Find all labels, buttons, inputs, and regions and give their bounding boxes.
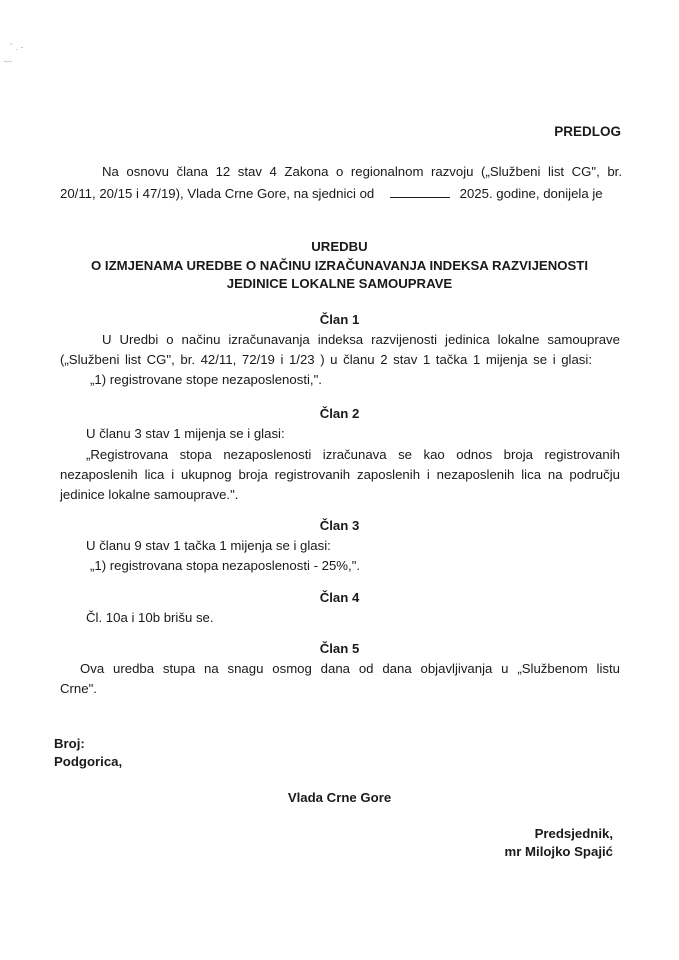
issuer-name: Vlada Crne Gore — [287, 790, 392, 805]
article-2-line-3: nezaposlenih lica i ukupnog broja registrovanih zaposlenih i nezaposlenih lica na području — [60, 467, 620, 482]
article-1-heading: Član 1 — [319, 312, 360, 327]
scan-mark: ‿ — [4, 52, 12, 62]
date-blank — [390, 187, 450, 198]
document-number-label: Broj: — [54, 736, 85, 751]
place-label: Podgorica, — [54, 754, 123, 769]
article-5-line-1: Ova uredba stupa na snagu osmog dana od dana objavljivanja u „Službenom listu — [80, 661, 620, 676]
preamble-line-1: Na osnovu člana 12 stav 4 Zakona o regionalnom razvoju („Službeni list CG", br. — [102, 164, 622, 179]
preamble-line-2 — [60, 186, 603, 201]
signatory-role: Predsjednik, — [534, 826, 613, 841]
article-2-line-4: jedinice lokalne samouprave.". — [60, 487, 239, 502]
article-4-heading: Član 4 — [319, 590, 360, 605]
proposal-stamp: PREDLOG — [554, 124, 621, 139]
article-1-line-2: („Službeni list CG", br. 42/11, 72/19 i 1/23 ) u članu 2 stav 1 tačka 1 mijenja se i glasi: — [60, 352, 592, 367]
article-3-heading: Član 3 — [319, 518, 360, 533]
article-5-line-2: Crne". — [60, 681, 97, 696]
article-3-line-2: „1) registrovana stopa nezaposlenosti - 25%,". — [90, 558, 361, 573]
title-line-3: JEDINICE LOKALNE SAMOUPRAVE — [226, 276, 453, 291]
article-2-line-2: „Registrovana stopa nezaposlenosti izračunava se kao odnos broja registrovanih — [86, 447, 620, 462]
article-2-line-1: U članu 3 stav 1 mijenja se i glasi: — [86, 426, 285, 441]
article-5-heading: Član 5 — [319, 641, 360, 656]
article-4-line-1: Čl. 10a i 10b brišu se. — [86, 610, 214, 625]
article-2-heading: Član 2 — [319, 406, 360, 421]
article-1-line-1: U Uredbi o načinu izračunavanja indeksa razvijenosti jedinica lokalne samouprave — [102, 332, 620, 347]
title-line-2: O IZMJENAMA UREDBE O NAČINU IZRAČUNAVANJA INDEKSA RAZVIJENOSTI — [91, 258, 588, 273]
signatory-name: mr Milojko Spajić — [504, 844, 613, 859]
article-3-line-1: U članu 9 stav 1 tačka 1 mijenja se i glasi: — [86, 538, 331, 553]
preamble-line-2-start: 20/11, 20/15 i 47/19), Vlada Crne Gore, na sjednici od — [60, 186, 375, 201]
title-line-1: UREDBU — [311, 239, 368, 254]
scan-mark: ˇ . - — [10, 42, 24, 52]
preamble-line-2-end: 2025. godine, donijela je — [459, 186, 603, 201]
article-1-line-3: „1) registrovane stope nezaposlenosti,". — [90, 372, 322, 387]
